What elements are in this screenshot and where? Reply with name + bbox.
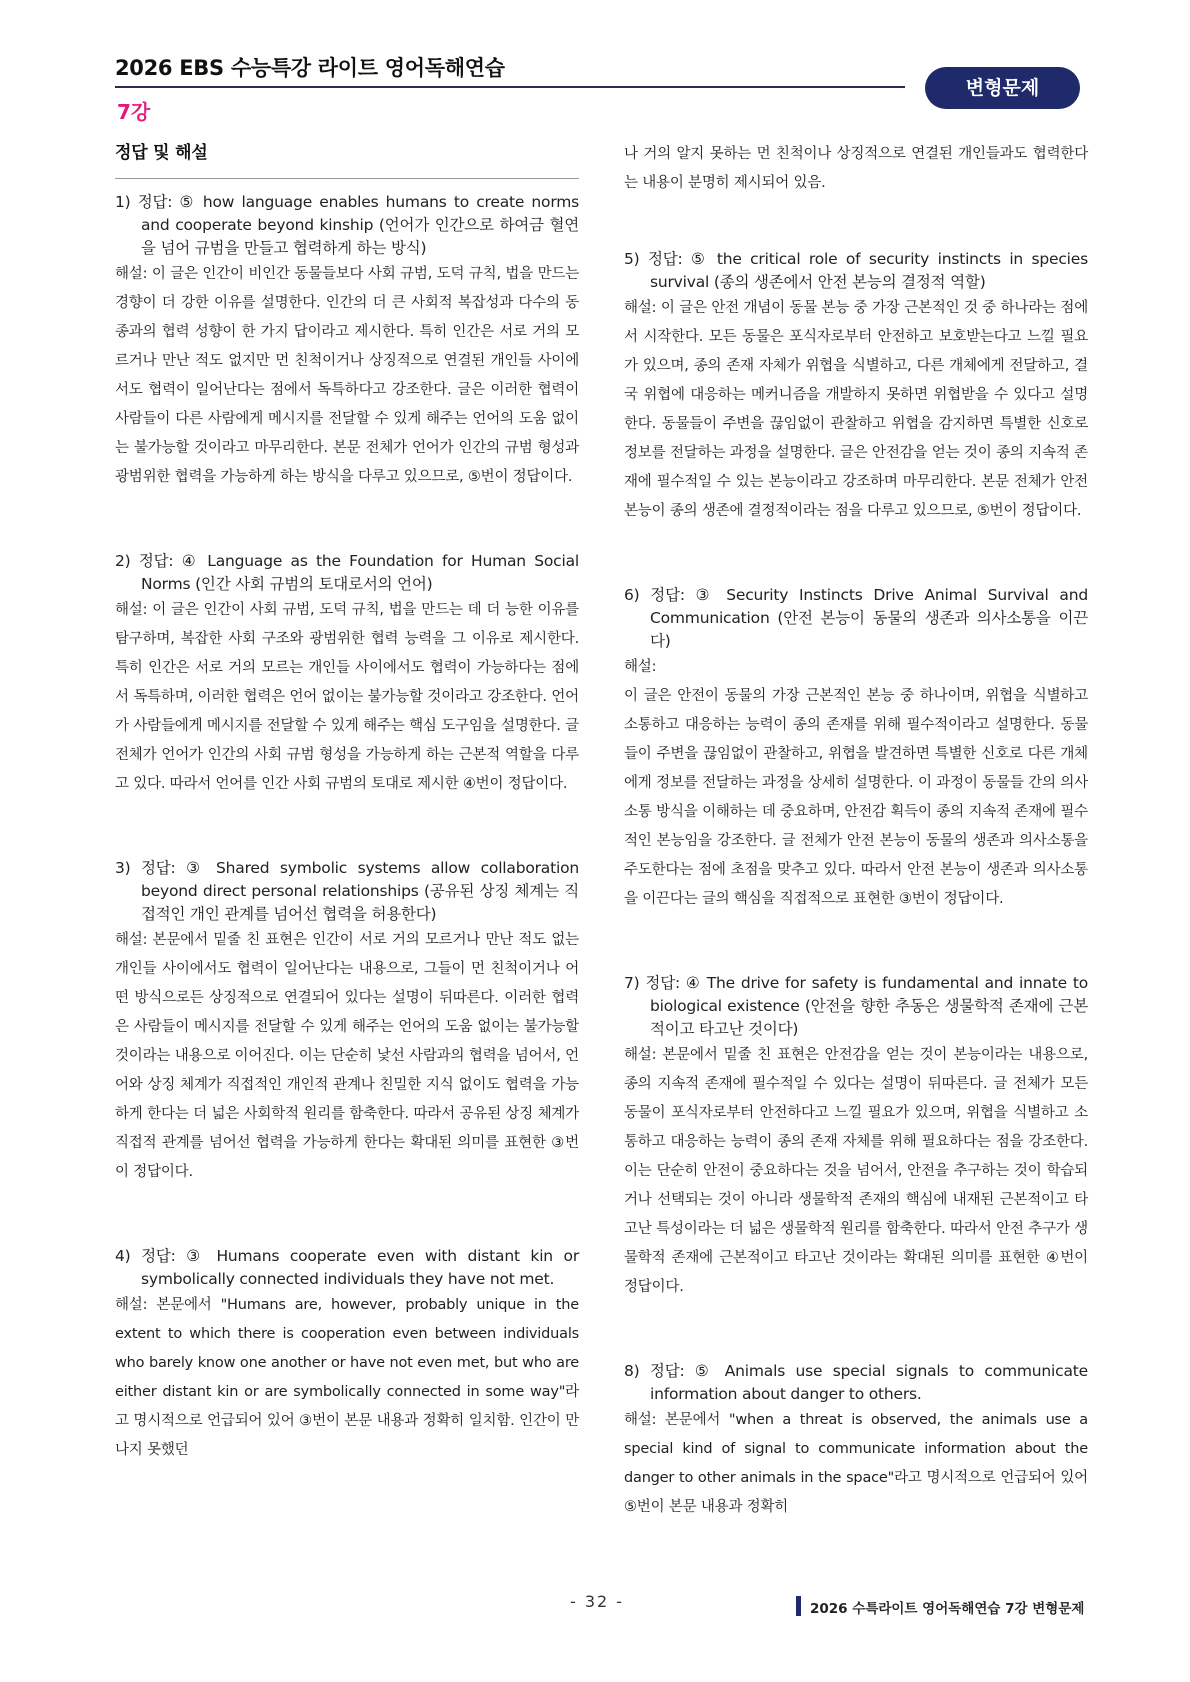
question-4 <box>115 1245 579 1465</box>
explanation-7: 해설: 본문에서 밑줄 친 표현은 안전감을 얻는 것이 본능이라는 내용으로, 종의 지속적 존재에 필수적일 수 있다는 설명이 뒤따른다. 글 전체가 모든 동물이 포식자로부터 안전하다고 느낄 필요가 있으며, 위협을 식별하고 소통하고 대응하는 능력이 종의 존재 자체를 위해 필요하다는 점을 강조한다. 이는 단순히 안전이 중요하다는 것을 넘어서, 안전을 추구하는 것이 학습되거나 선택되는 것이 아니라 생물학적 존재의 핵심에 내재된 근본적이고 타고난 특성이라는 더 넓은 생물학적 원리를 함축한다. 따라서 안전 추구가 생물학적 존재에 근본적이고 타고난 것이라는 확대된 의미를 표현한 ④번이 정답이다. <box>624 1047 1088 1295</box>
explanation-8: 해설: 본문에서 "when a threat is observed, the animals use a special kind of signal to communicate information about the danger to other animals in the space"라고 명시적으로 언급되어 있어 ⑤번이 본문 내용과 정확히 <box>624 1412 1088 1515</box>
answer-1: 1) 정답: ⑤ how language enables humans to create norms and cooperate beyond kinship (언어가 인간으로 하여금 혈연을 넘어 규범을 만들고 협력하게 하는 방식) <box>115 193 579 257</box>
answer-2: 2) 정답: ④ Language as the Foundation for Human Social Norms (인간 사회 규범의 토대로서의 언어) <box>115 552 579 593</box>
answer-4: 4) 정답: ③ Humans cooperate even with distant kin or symbolically connected individuals they have not met. <box>115 1247 579 1288</box>
explanation-1: 해설: 이 글은 인간이 비인간 동물들보다 사회 규범, 도덕 규칙, 법을 만드는 경향이 더 강한 이유를 설명한다. 인간의 더 큰 사회적 복잡성과 다수의 동종과의 협력 성향이 한 가지 답이라고 제시한다. 특히 인간은 서로 거의 모르거나 만난 적도 없지만 먼 친척이거나 상징적으로 연결된 개인들 사이에서도 협력이 일어난다는 점에서 독특하다고 강조한다. 글은 이러한 협력이 사람들이 다른 사람에게 메시지를 전달할 수 있게 해주는 언어의 도움 없이는 불가능할 것이라고 마무리한다. 본문 전체가 언어가 인간의 규범 형성과 광범위한 협력을 가능하게 하는 방식을 다루고 있으므로, ⑤번이 정답이다. <box>115 266 579 485</box>
explanation-2: 해설: 이 글은 인간이 사회 규범, 도덕 규칙, 법을 만드는 데 더 능한 이유를 탐구하며, 복잡한 사회 구조와 광범위한 협력 능력을 그 이유로 제시한다. 특히 인간은 서로 거의 모르는 개인들 사이에서도 협력이 가능하다는 점에서 독특하며, 이러한 협력은 언어 없이는 불가능할 것이라고 강조한다. 언어가 사람들에게 메시지를 전달할 수 있게 해주는 핵심 도구임을 설명한다. 글 전체가 언어가 인간의 사회 규범 형성을 가능하게 하는 근본적 역할을 다루고 있다. 따라서 언어를 인간 사회 규범의 토대로 제시한 ④번이 정답이다. <box>115 602 579 792</box>
question-2 <box>115 550 579 799</box>
explanation-5: 해설: 이 글은 안전 개념이 동물 본능 중 가장 근본적인 것 중 하나라는 점에서 시작한다. 모든 동물은 포식자로부터 안전하고 보호받는다고 느낄 필요가 있으며, 종의 존재 자체가 위협을 식별하고, 다른 개체에게 전달하고, 결국 위협에 대응하는 메커니즘을 개발하지 못하면 위협받을 수 있다고 설명한다. 동물들이 주변을 끊임없이 관찰하고 위협을 감지하면 특별한 신호로 정보를 전달하는 과정을 설명한다. 글은 안전감을 얻는 것이 종의 지속적 존재에 필수적일 수 있는 본능이라고 강조하며 마무리한다. 본문 전체가 안전 본능이 종의 생존에 결정적이라는 점을 다루고 있으므로, ⑤번이 정답이다. <box>624 300 1088 519</box>
left-column <box>115 140 579 1523</box>
page-number: - 32 - <box>570 1592 625 1611</box>
section-badge: 변형문제 <box>925 67 1080 109</box>
answer-8: 8) 정답: ⑤ Animals use special signals to communicate information about danger to others. <box>624 1362 1088 1403</box>
explanation-4-continued: 나 거의 알지 못하는 먼 친척이나 상징적으로 연결된 개인들과도 협력한다는 내용이 분명히 제시되어 있음. <box>624 146 1088 191</box>
question-1 <box>115 191 579 492</box>
lesson-label: 7강 <box>117 100 151 124</box>
explanation-4: 해설: 본문에서 "Humans are, however, probably unique in the extent to which there is cooperation even between individuals who barely know one another or have not even met, but who are either distant kin or are symbolically connected in some way"라고 명시적으로 언급되어 있어 ③번이 본문 내용과 정확히 일치함. 인간이 만나지 못했던 <box>115 1297 579 1458</box>
header-divider <box>115 86 905 88</box>
question-5 <box>624 248 1088 526</box>
explanation-6-label: 해설: <box>624 659 657 675</box>
document-title: 2026 EBS 수능특강 라이트 영어독해연습 <box>115 56 505 80</box>
section-title: 정답 및 해설 <box>115 140 579 179</box>
footer-accent-bar <box>796 1596 801 1616</box>
answer-6: 6) 정답: ③ Security Instincts Drive Animal Survival and Communication (안전 본능이 동물의 생존과 의사소통을 이끈다) <box>624 586 1088 650</box>
explanation-6: 이 글은 안전이 동물의 가장 근본적인 본능 중 하나이며, 위협을 식별하고 소통하고 대응하는 능력이 종의 존재를 위해 필수적이라고 설명한다. 동물들이 주변을 끊임없이 관찰하고, 위협을 발견하면 특별한 신호로 다른 개체에게 정보를 전달하는 과정을 상세히 설명한다. 이 과정이 동물들 간의 의사소통 방식을 이해하는 데 중요하며, 안전감 획득이 종의 지속적 존재에 필수적인 본능임을 강조한다. 글 전체가 안전 본능이 동물의 생존과 의사소통을 주도한다는 점에 초점을 맞추고 있다. 따라서 안전 본능이 생존과 의사소통을 이끈다는 글의 핵심을 직접적으로 표현한 ③번이 정답이다. <box>624 688 1088 907</box>
right-column <box>624 140 1088 1580</box>
question-6 <box>624 584 1088 914</box>
footer-title: 2026 수특라이트 영어독해연습 7강 변형문제 <box>810 1601 1085 1617</box>
explanation-3: 해설: 본문에서 밑줄 친 표현은 인간이 서로 거의 모르거나 만난 적도 없는 개인들 사이에서도 협력이 일어난다는 내용으로, 그들이 먼 친척이거나 어떤 방식으로든 상징적으로 연결되어 있다는 설명이 뒤따른다. 이러한 협력은 사람들이 메시지를 전달할 수 있게 해주는 언어의 도움 없이는 불가능할 것이라는 내용으로 이어진다. 이는 단순히 낯선 사람과의 협력을 넘어서, 언어와 상징 체계가 직접적인 개인적 관계나 친밀한 지식 없이도 협력을 가능하게 한다는 더 넓은 사회학적 원리를 함축한다. 따라서 공유된 상징 체계가 직접적 관계를 넘어선 협력을 가능하게 한다는 확대된 의미를 표현한 ③번이 정답이다. <box>115 932 579 1180</box>
answer-3: 3) 정답: ③ Shared symbolic systems allow collaboration beyond direct personal relationships (공유된 상징 체계는 직접적인 개인 관계를 넘어선 협력을 허용한다) <box>115 859 579 923</box>
question-3 <box>115 857 579 1187</box>
question-8 <box>624 1360 1088 1522</box>
answer-5: 5) 정답: ⑤ the critical role of security instincts in species survival (종의 생존에서 안전 본능의 결정적 역할) <box>624 250 1088 291</box>
question-7 <box>624 972 1088 1302</box>
answer-7: 7) 정답: ④ The drive for safety is fundamental and innate to biological existence (안전을 향한 추동은 생물학적 존재에 근본적이고 타고난 것이다) <box>624 974 1088 1038</box>
